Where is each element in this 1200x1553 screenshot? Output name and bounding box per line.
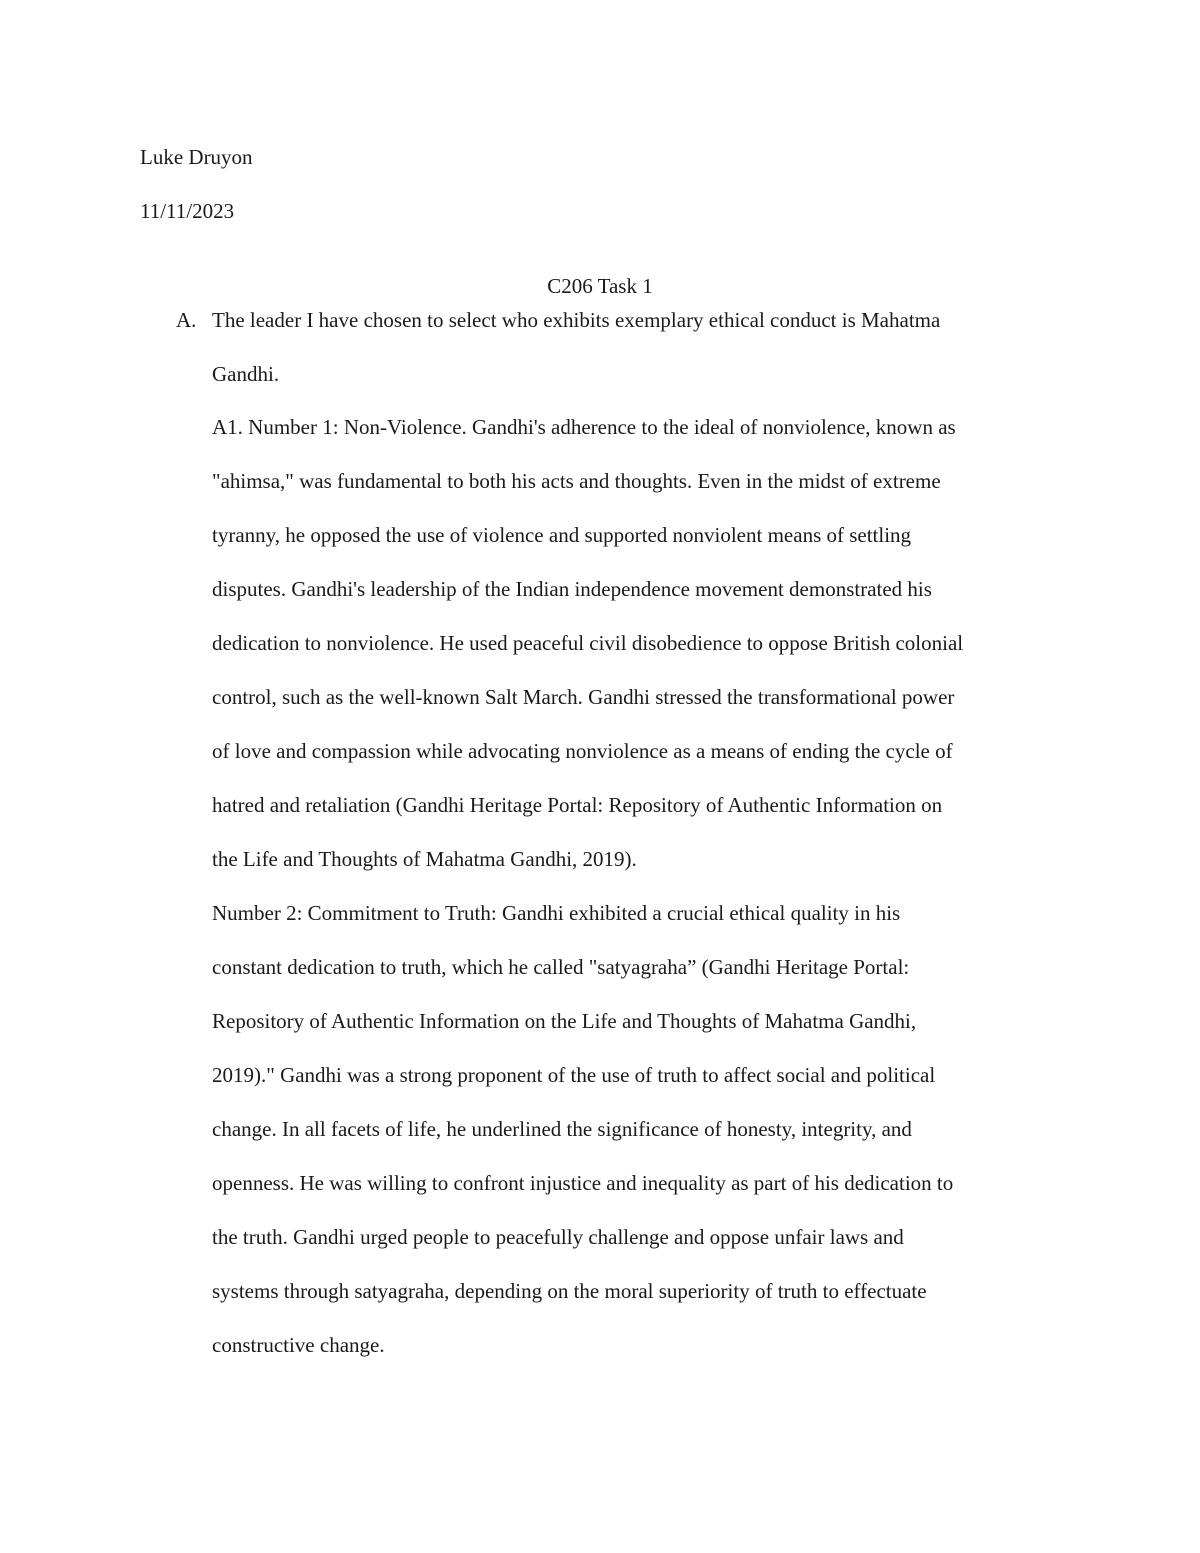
author-name: Luke Druyon xyxy=(140,145,253,169)
text-line: dedication to nonviolence. He used peaceful civil disobedience to oppose British colonial xyxy=(212,631,964,655)
text-line: change. In all facets of life, he underlined the significance of honesty, integrity, and xyxy=(212,1117,912,1141)
document-date: 11/11/2023 xyxy=(140,199,235,223)
text-line: the Life and Thoughts of Mahatma Gandhi, 2019). xyxy=(212,847,637,871)
text-line: hatred and retaliation (Gandhi Heritage Portal: Repository of Authentic Information on xyxy=(212,793,943,817)
text-line: constant dedication to truth, which he called "satyagraha” (Gandhi Heritage Portal: xyxy=(212,955,910,979)
text-line: the truth. Gandhi urged people to peacefully challenge and oppose unfair laws and xyxy=(212,1225,904,1249)
text-line: "ahimsa," was fundamental to both his acts and thoughts. Even in the midst of extreme xyxy=(212,469,941,493)
list-marker-a: A. xyxy=(176,308,197,332)
text-line: 2019)." Gandhi was a strong proponent of the use of truth to affect social and political xyxy=(212,1063,936,1087)
text-line: systems through satyagraha, depending on the moral superiority of truth to effectuate xyxy=(212,1279,927,1303)
text-line: constructive change. xyxy=(212,1333,385,1357)
document-title: C206 Task 1 xyxy=(547,274,653,298)
text-line: Number 2: Commitment to Truth: Gandhi exhibited a crucial ethical quality in his xyxy=(212,901,901,925)
text-line: disputes. Gandhi's leadership of the Indian independence movement demonstrated his xyxy=(212,577,932,601)
text-line: of love and compassion while advocating nonviolence as a means of ending the cycle of xyxy=(212,739,953,763)
text-line: Repository of Authentic Information on the Life and Thoughts of Mahatma Gandhi, xyxy=(212,1009,917,1033)
text-line: openness. He was willing to confront injustice and inequality as part of his dedication to xyxy=(212,1171,954,1195)
text-line: tyranny, he opposed the use of violence and supported nonviolent means of settling xyxy=(212,523,912,547)
text-line: The leader I have chosen to select who exhibits exemplary ethical conduct is Mahatma xyxy=(212,308,941,332)
text-line: control, such as the well-known Salt March. Gandhi stressed the transformational power xyxy=(212,685,955,709)
text-line: A1. Number 1: Non-Violence. Gandhi's adherence to the ideal of nonviolence, known as xyxy=(212,415,956,439)
text-line: Gandhi. xyxy=(212,362,280,386)
